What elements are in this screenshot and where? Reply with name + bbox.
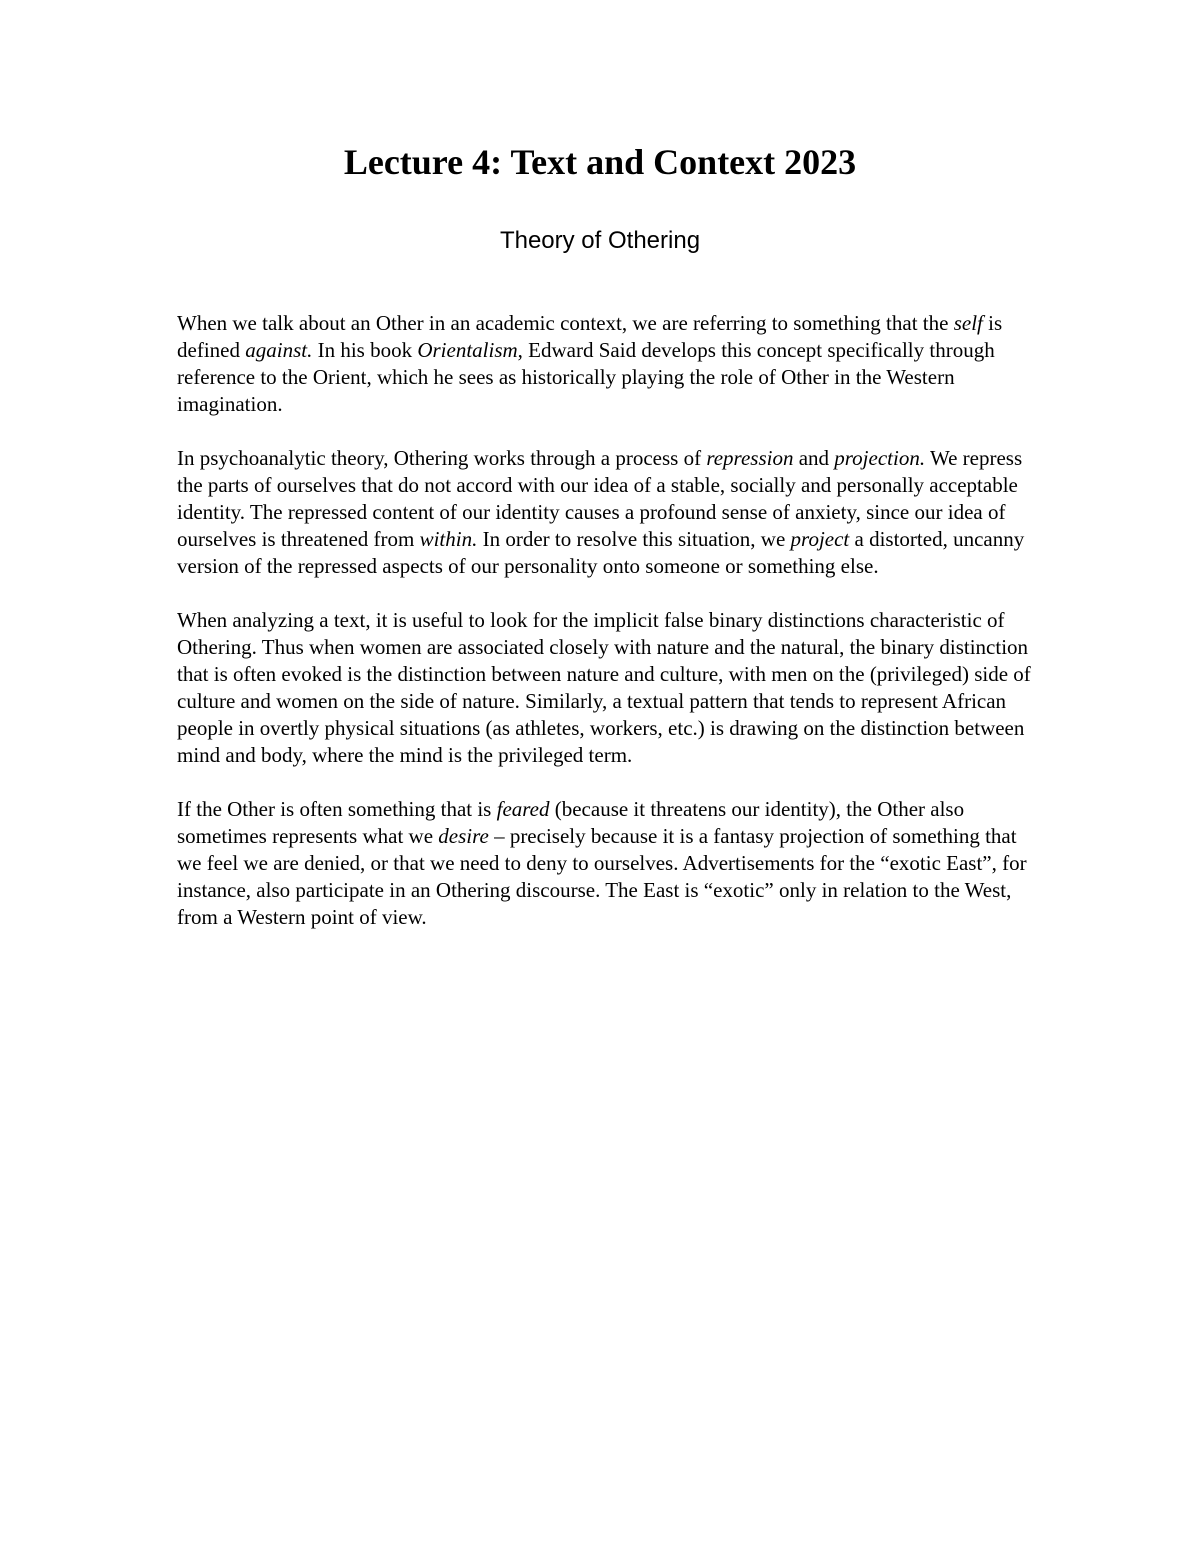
document-body — [177, 310, 1037, 931]
italic-text-run: project — [790, 527, 850, 551]
paragraph — [177, 310, 1037, 418]
text-run: When analyzing a text, it is useful to look for the implicit false binary distinctions characteristic of Othering. Thus when women are associated closely with nature and the natural, the binary distinction that is often evoked is the distinction between nature and culture, with men on the (privileged) side of culture and women on the side of nature. Similarly, a textual pattern that tends to represent African people in overtly physical situations (as athletes, workers, etc.) is drawing on the distinction between mind and body, where the mind is the privileged term. — [177, 608, 1031, 767]
document-subtitle: Theory of Othering — [499, 227, 701, 254]
italic-text-run: projection. — [834, 446, 926, 470]
text-run: and — [793, 446, 835, 470]
document-title: Lecture 4: Text and Context 2023 — [343, 142, 857, 182]
text-run: When we talk about an Other in an academic context, we are referring to something that the — [177, 311, 954, 335]
italic-text-run: self — [953, 311, 983, 335]
text-run: In psychoanalytic theory, Othering works through a process of — [177, 446, 707, 470]
italic-text-run: Orientalism — [417, 338, 518, 362]
text-run: We repress the parts of ourselves that do not accord with our idea of a stable, socially and personally acceptable identity. The repressed content of our identity causes a profound sense of anxiety, since our idea of ourselves is threatened from — [177, 446, 1023, 551]
text-run: is defined — [177, 311, 1003, 362]
italic-text-run: repression — [706, 446, 794, 470]
text-run: , Edward Said develops this concept specifically through reference to the Orient, which he sees as historically playing the role of Other in the Western imagination. — [177, 338, 995, 416]
paragraph — [177, 607, 1037, 769]
text-run: If the Other is often something that is — [177, 797, 497, 821]
italic-text-run: within. — [419, 527, 478, 551]
text-run: – precisely because it is a fantasy projection of something that we feel we are denied, or that we need to deny to ourselves. Advertisements for the “exotic East”, for instance, also participate in an Othering discourse. The East is “exotic” only in relation to the West, from a Western point of view. — [177, 824, 1027, 929]
paragraph — [177, 796, 1037, 931]
italic-text-run: against. — [245, 338, 313, 362]
text-run: In order to resolve this situation, we — [477, 527, 791, 551]
text-run: a distorted, uncanny version of the repressed aspects of our personality onto someone or something else. — [177, 527, 1025, 578]
text-run: (because it threatens our identity), the Other also sometimes represents what we — [177, 797, 965, 848]
text-run: In his book — [312, 338, 418, 362]
italic-text-run: feared — [496, 797, 550, 821]
paragraph — [177, 445, 1037, 580]
italic-text-run: desire — [438, 824, 489, 848]
